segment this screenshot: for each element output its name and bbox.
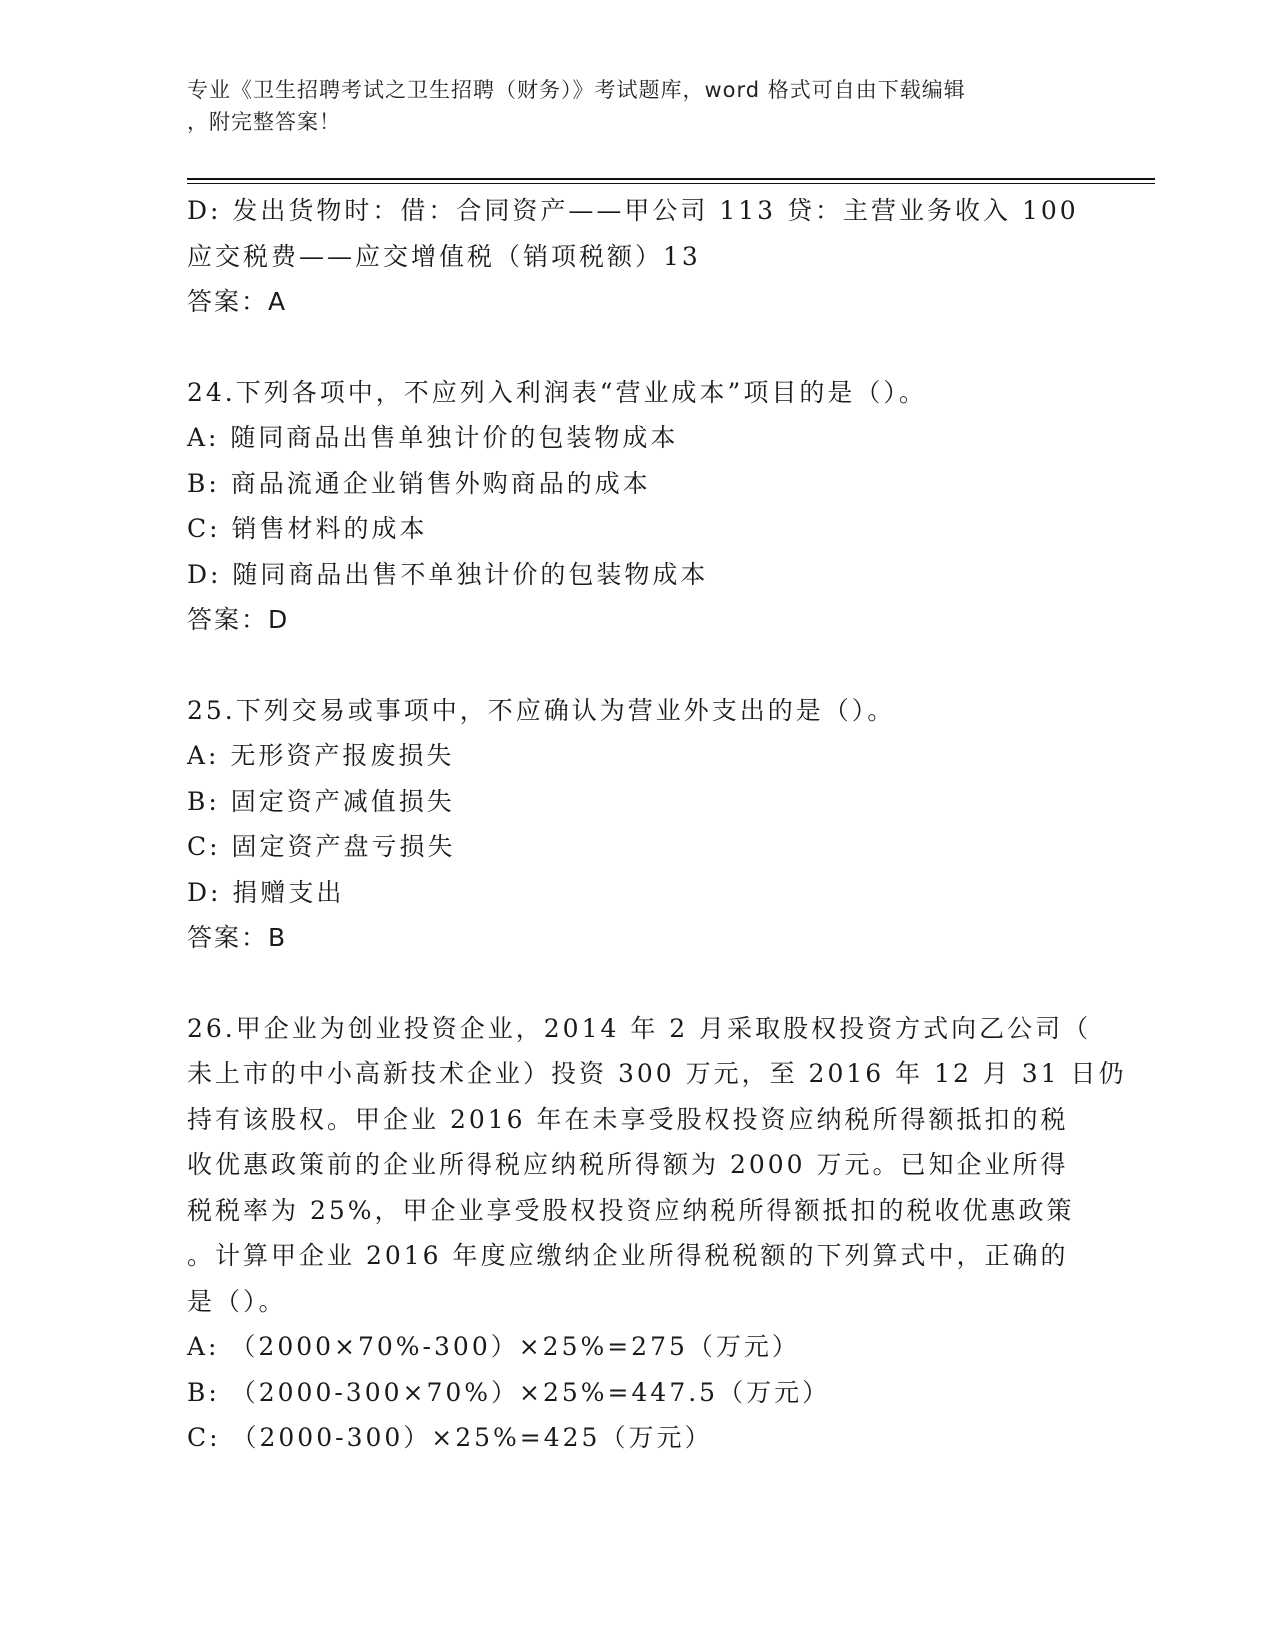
answer-line: 答案：D — [187, 605, 290, 634]
question-24 — [187, 370, 1087, 643]
question-stem-line: 是（）。 — [187, 1286, 287, 1316]
document-header — [187, 74, 1067, 138]
answer-line: 答案：B — [187, 923, 288, 952]
option-b: B: 固定资产减值损失 — [187, 786, 455, 816]
option-c: C: 销售材料的成本 — [187, 514, 428, 543]
option-b: B: 商品流通企业销售外购商品的成本 — [187, 468, 651, 498]
header-line-1: 专业《卫生招聘考试之卫生招聘（财务）》考试题库，word 格式可自由下载编辑 — [187, 78, 966, 102]
answer-line: 答案：A — [187, 287, 288, 316]
option-a: A: 无形资产报废损失 — [187, 741, 455, 770]
option-c: C: （2000-300）×25%=425（万元） — [187, 1423, 713, 1452]
question-stem: 25.下列交易或事项中，不应确认为营业外支出的是（）。 — [187, 695, 896, 725]
question-stem: 24.下列各项中，不应列入利润表“营业成本”项目的是（）。 — [187, 377, 927, 407]
question-stem-line: 。计算甲企业 2016 年度应缴纳企业所得税税额的下列算式中，正确的 — [187, 1241, 1069, 1270]
header-line-2: ，附完整答案！ — [187, 110, 341, 134]
option-c: C: 固定资产盘亏损失 — [187, 832, 456, 861]
question-content — [187, 188, 1127, 1461]
question-stem-line: 持有该股权。甲企业 2016 年在未享受股权投资应纳税所得额抵扣的税 — [187, 1104, 1069, 1134]
question-stem-line: 26.甲企业为创业投资企业，2014 年 2 月采取股权投资方式向乙公司（ — [187, 1013, 1092, 1043]
option-d-line-2: 应交税费——应交增值税（销项税额）13 — [187, 241, 701, 271]
option-d-line-1: D: 发出货物时：借：合同资产——甲公司 113 贷：主营业务收入 100 — [187, 196, 1079, 225]
question-stem-line: 收优惠政策前的企业所得税应纳税所得额为 2000 万元。已知企业所得 — [187, 1150, 1069, 1179]
option-a: A: （2000×70%-300）×25%=275（万元） — [187, 1332, 800, 1361]
option-b: B: （2000-300×70%）×25%=447.5（万元） — [187, 1377, 831, 1407]
prev-question — [187, 188, 1087, 325]
question-stem-line: 税税率为 25%，甲企业享受股权投资应纳税所得额抵扣的税收优惠政策 — [187, 1195, 1075, 1225]
question-25 — [187, 688, 1087, 961]
header-divider-thick — [187, 178, 1155, 180]
question-26 — [187, 1006, 1127, 1461]
option-d: D: 捐赠支出 — [187, 877, 345, 907]
question-stem-line: 未上市的中小高新技术企业）投资 300 万元，至 2016 年 12 月 31 日仍 — [187, 1059, 1127, 1088]
header-divider-thin — [187, 183, 1155, 184]
option-a: A: 随同商品出售单独计价的包装物成本 — [187, 423, 679, 452]
option-d: D: 随同商品出售不单独计价的包装物成本 — [187, 559, 709, 589]
